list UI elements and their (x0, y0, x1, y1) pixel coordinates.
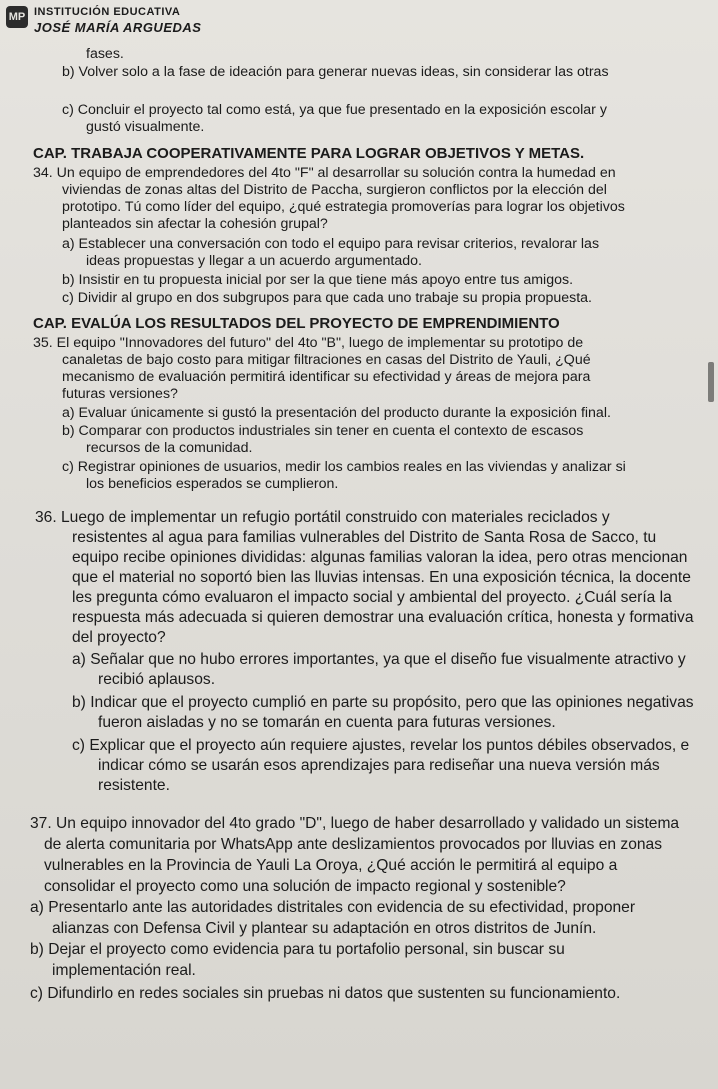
option-text: a) Señalar que no hubo errores importantes, ya que el diseño fue visualmente atractivo y (72, 651, 686, 668)
institution-name: JOSÉ MARÍA ARGUEDAS (34, 20, 202, 35)
option-text: c) Concluir el proyecto tal como está, ya que fue presentado en la exposición escolar y (62, 102, 607, 118)
question-text: les pregunta cómo evaluaron el impacto social y ambiental del proyecto. ¿Cuál sería la (72, 589, 672, 606)
option-text: b) Insistir en tu propuesta inicial por ser la que tiene más apoyo entre tus amigos. (62, 272, 574, 288)
question-text: mecanismo de evaluación permitirá identificar su efectividad y áreas de mejora para (62, 369, 591, 385)
question-text: consolidar el proyecto como una solución de impacto regional y sostenible? (44, 878, 566, 895)
institution-type: INSTITUCIÓN EDUCATIVA (34, 6, 181, 18)
option-text: a) Evaluar únicamente si gustó la presentación del producto durante la exposición final. (62, 405, 611, 421)
option-text: alianzas con Defensa Civil y plantear su adaptación en otros distritos de Junín. (52, 920, 597, 937)
option-text: a) Establecer una conversación con todo el equipo para revisar criterios, revalorar las (62, 236, 600, 252)
question-text: canaletas de bajo costo para mitigar filtraciones en casas del Distrito de Yauli, ¿Qué (62, 352, 591, 368)
option-text: c) Registrar opiniones de usuarios, medir los cambios reales en las viviendas y analizar si (62, 459, 626, 475)
question-text: respuesta más adecuada si quieren demostrar una evaluación crítica, honesta y formativa (72, 609, 694, 626)
option-text: b) Dejar el proyecto como evidencia para tu portafolio personal, sin buscar su (30, 941, 565, 958)
option-text: c) Explicar que el proyecto aún requiere ajustes, revelar los puntos débiles observados, e (72, 737, 690, 754)
question-text: futuras versiones? (62, 386, 178, 402)
question-text: 34. Un equipo de emprendedores del 4to "F" al desarrollar su solución contra la humedad en (33, 165, 616, 181)
institution-logo: MP (6, 6, 28, 28)
question-text: 36. Luego de implementar un refugio portátil construido con materiales reciclados y (35, 509, 610, 526)
document-header (6, 4, 326, 42)
option-text: b) Indicar que el proyecto cumplió en parte su propósito, pero que las opiniones negativas (72, 694, 694, 711)
question-text: 35. El equipo "Innovadores del futuro" del 4to "B", luego de implementar su prototipo de (33, 335, 584, 351)
option-text: recursos de la comunidad. (86, 440, 253, 456)
page-edge-mark (708, 362, 714, 402)
question-text: de alerta comunitaria por WhatsApp ante deslizamientos provocados por lluvias en zonas (44, 836, 663, 853)
option-text: ideas propuestas y llegar a un acuerdo argumentado. (86, 253, 422, 269)
text-line: gustó visualmente. (86, 119, 205, 135)
section-heading: CAP. TRABAJA COOPERATIVAMENTE PARA LOGRAR OBJETIVOS Y METAS. (33, 145, 585, 162)
text-line: fases. (86, 46, 124, 62)
question-text: del proyecto? (72, 629, 166, 646)
option-text: b) Comparar con productos industriales sin tener en cuenta el contexto de escasos (62, 423, 584, 439)
question-text: resistentes al agua para familias vulnerables del Distrito de Santa Rosa de Sacco, tu (72, 529, 657, 546)
option-text: a) Presentarlo ante las autoridades distritales con evidencia de su efectividad, proponer (30, 899, 636, 916)
question-text: prototipo. Tú como líder del equipo, ¿qué estrategia promoverías para lograr los objetivos (62, 199, 625, 215)
option-text: indicar cómo se usarán esos aprendizajes para rediseñar una nueva versión más (98, 757, 660, 774)
option-text: implementación real. (52, 962, 196, 979)
option-text: recibió aplausos. (98, 671, 216, 688)
question-text: equipo recibe opiniones divididas: algunas familias valoran la idea, pero otras mencionan (72, 549, 688, 566)
question-text: vulnerables en la Provincia de Yauli La Oroya, ¿Qué acción le permitirá al equipo a (44, 857, 618, 874)
option-text: b) Volver solo a la fase de ideación para generar nuevas ideas, sin considerar las otras (62, 64, 609, 80)
option-text: fueron aisladas y no se tomarán en cuenta para futuras versiones. (98, 714, 556, 731)
option-text: c) Difundirlo en redes sociales sin pruebas ni datos que sustenten su funcionamiento. (30, 985, 621, 1002)
question-text: viviendas de zonas altas del Distrito de Paccha, surgieron conflictos por la elección del (62, 182, 607, 198)
option-text: los beneficios esperados se cumplieron. (86, 476, 339, 492)
question-text: planteados sin afectar la cohesión grupal? (62, 216, 328, 232)
question-text: 37. Un equipo innovador del 4to grado "D", luego de haber desarrollado y validado un sistema (30, 815, 680, 832)
option-text: c) Dividir al grupo en dos subgrupos para que cada uno trabaje su propia propuesta. (62, 290, 593, 306)
section-heading: CAP. EVALÚA LOS RESULTADOS DEL PROYECTO DE EMPRENDIMIENTO (33, 315, 560, 332)
option-text: resistente. (98, 777, 170, 794)
question-text: que el material no soportó bien las lluvias intensas. En una exposición técnica, la docente (72, 569, 691, 586)
